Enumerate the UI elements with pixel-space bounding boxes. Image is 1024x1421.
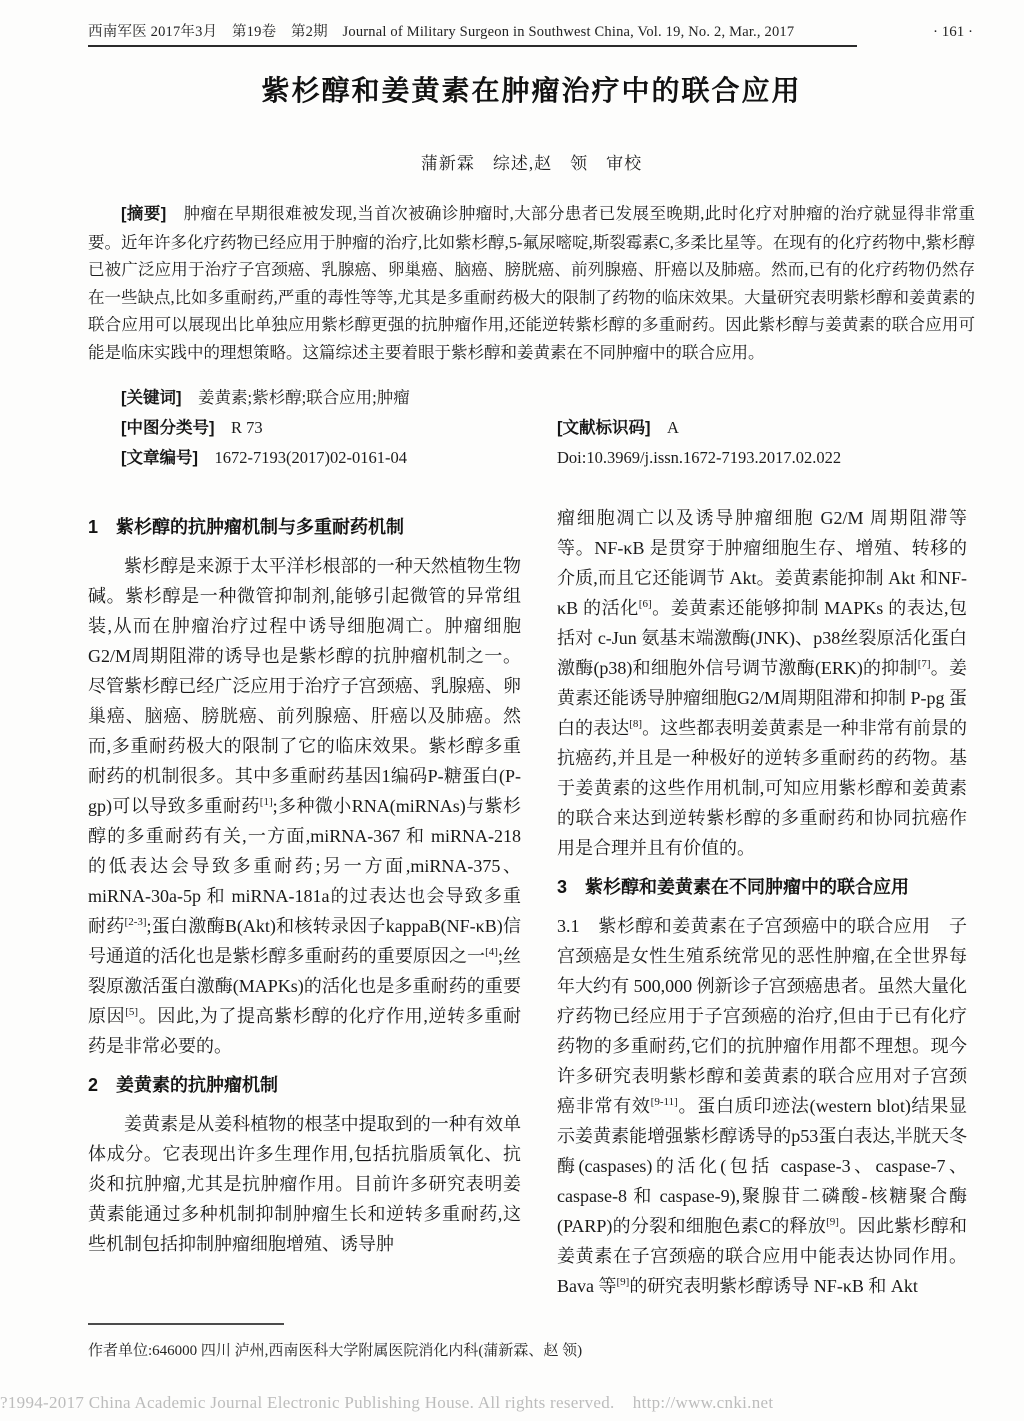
paragraph: 紫杉醇是来源于太平洋杉根部的一种天然植物生物碱。紫杉醇是一种微管抑制剂,能够引起微管的异常组装,从而在肿瘤治疗过程中诱导细胞凋亡。肿瘤细胞G2/M周期阻滞的诱导也是紫杉醇的抗肿瘤机制之一。尽管紫杉醇已经广泛应用于治疗子宫颈癌、乳腺癌、卵巢癌、脑癌、膀胱癌、前列腺癌、肝癌以及肺癌。然而,多重耐药极大的限制了它的临床效果。紫杉醇多重耐药的机制很多。其中多重耐药基因1编码P-糖蛋白(P-gp)可以导致多重耐药[1];多种微小RNA(miRNAs)与紫杉醇的多重耐药有关,一方面,miRNA-367 和 miRNA-218 的低表达会导致多重耐药;另一方面,miRNA-375、miRNA-30a-5p 和 miRNA-181a的过表达也会导致多重耐药[2-3];蛋白激酶B(Akt)和核转录因子kappaB(NF-κB)信号通道的活化也是紫杉醇多重耐药的重要原因之一[4];丝裂原激活蛋白激酶(MAPKs)的活化也是多重耐药的重要原因[5]。因此,为了提高紫杉醇的化疗作用,逆转多重耐药是非常必要的。 xyxy=(88,555,522,1056)
section-heading: 3 紫杉醇和姜黄素在不同肿瘤中的联合应用 xyxy=(557,876,910,897)
cnki-copyright-footer: ?1994-2017 China Academic Journal Electronic Publishing House. All rights reserved. http://www.cnki.net xyxy=(0,1393,774,1412)
section-heading: 1 紫杉醇的抗肿瘤机制与多重耐药机制 xyxy=(88,516,405,537)
author-affiliation-footnote: 作者单位:646000 四川 泸州,西南医科大学附属医院消化内科(蒲新霖、赵 领) xyxy=(88,1342,583,1359)
footnote-divider xyxy=(88,1323,284,1325)
paragraph: 瘤细胞凋亡以及诱导肿瘤细胞 G2/M 周期阻滞等等。NF-κB 是贯穿于肿瘤细胞生存、增殖、转移的介质,而且它还能调节 Akt。姜黄素能抑制 Akt 和NF-κB 的活化[6]。姜黄素还能够抑制 MAPKs 的表达,包括对 c-Jun 氨基末端激酶(JNK)、p38丝裂原活化蛋白激酶(p38)和细胞外信号调节激酶(ERK)的抑制[7]。姜黄素还能诱导肿瘤细胞G2/M周期阻滞和抑制 P-pg 蛋白的表达[8]。这些都表明姜黄素是一种非常有前景的抗癌药,并且是一种极好的逆转多重耐药的药物。基于姜黄素的这些作用机制,可知应用紫杉醇和姜黄素的联合来达到逆转紫杉醇的多重耐药和协同抗癌作用是合理并且有价值的。 xyxy=(557,507,968,858)
doi-item xyxy=(557,443,975,473)
abstract-text: 肿瘤在早期很难被发现,当首次被确诊肿瘤时,大部分患者已发展至晚期,此时化疗对肿瘤的治疗就显得非常重要。近年许多化疗药物已经应用于肿瘤的治疗,比如紫杉醇,5-氟尿嘧啶,斯裂霉素C,多柔比星等。在现有的化疗药物中,紫杉醇已被广泛应用于治疗子宫颈癌、乳腺癌、卵巢癌、脑癌、膀胱癌、前列腺癌、肝癌以及肺癌。然而,已有的化疗药物仍然存在一些缺点,比如多重耐药,严重的毒性等等,尤其是多重耐药极大的限制了药物的临床效果。大量研究表明紫杉醇和姜黄素的联合应用可以展现出比单独应用紫杉醇更强的抗肿瘤作用,还能逆转紫杉醇的多重耐药。因此紫杉醇与姜黄素的联合应用可能是临床实践中的理想策略。这篇综述主要着眼于紫杉醇和姜黄素在不同肿瘤中的联合应用。 xyxy=(88,204,976,362)
article-id-item xyxy=(88,443,557,473)
header-divider xyxy=(88,45,857,47)
authors-line: 蒲新霖 综述,赵 领 审校 xyxy=(420,154,643,174)
paragraph: 3.1 紫杉醇和姜黄素在子宫颈癌中的联合应用 子宫颈癌是女性生殖系统常见的恶性肿瘤,在全世界每年大约有 500,000 例新诊子宫颈癌患者。虽然大量化疗药物已经应用于子宫颈癌的治疗,但由于已有化疗药物的多重耐药,它们的抗肿瘤作用都不理想。现今许多研究表明紫杉醇和姜黄素的联合应用对子宫颈癌非常有效[9-11]。蛋白质印迹法(western blot)结果显示姜黄素能增强紫杉醇诱导的p53蛋白表达,半胱天冬酶(caspases)的活化(包括 caspase-3、caspase-7、caspase-8 和 caspase-9),聚腺苷二磷酸-核糖聚合酶(PARP)的分裂和细胞色素C的释放[9]。因此紫杉醇和姜黄素在子宫颈癌的联合应用中能表达协同作用。Bava 等[9]的研究表明紫杉醇诱导 NF-κB 和 Akt xyxy=(557,915,968,1296)
doc-code-label: [文献标识码] xyxy=(557,418,651,437)
keywords-line xyxy=(88,383,975,413)
journal-header-line: 西南军医 2017年3月 第19卷 第2期 Journal of Military Surgeon in Southwest China, Vol. 19, No. 2, Mar., 2017 xyxy=(88,24,795,40)
doc-code-item xyxy=(557,413,975,443)
body-columns xyxy=(88,503,975,1301)
doi-value: Doi:10.3969/j.issn.1672-7193.2017.02.022 xyxy=(557,447,842,467)
left-column xyxy=(88,503,521,1301)
doc-code-value: A xyxy=(667,417,679,437)
keywords-label: [关键词] xyxy=(121,388,182,407)
article-id-label: [文章编号] xyxy=(121,448,198,467)
abstract-label: [摘要] xyxy=(121,205,167,224)
right-column xyxy=(557,503,967,1301)
paragraph: 姜黄素是从姜科植物的根茎中提取到的一种有效单体成分。它表现出许多生理作用,包括抗脂质氧化、抗炎和抗肿瘤,尤其是抗肿瘤作用。目前许多研究表明姜黄素能通过多种机制抑制肿瘤生长和逆转多重耐药,这些机制包括抑制肿瘤细胞增殖、诱导肿 xyxy=(88,1113,521,1254)
page-number: · 161 · xyxy=(933,24,973,40)
classification-row xyxy=(88,413,975,443)
keywords-text: 姜黄素;紫杉醇;联合应用;肿瘤 xyxy=(198,387,410,407)
article-title: 紫杉醇和姜黄素在肿瘤治疗中的联合应用 xyxy=(261,76,802,108)
clc-label: [中图分类号] xyxy=(121,418,215,437)
article-id-value: 1672-7193(2017)02-0161-04 xyxy=(214,447,407,467)
section-heading: 2 姜黄素的抗肿瘤机制 xyxy=(88,1074,279,1095)
page-header xyxy=(88,0,975,41)
article-id-row xyxy=(88,443,975,473)
abstract xyxy=(88,200,975,366)
clc-value: R 73 xyxy=(231,417,263,437)
clc-item xyxy=(88,413,557,443)
